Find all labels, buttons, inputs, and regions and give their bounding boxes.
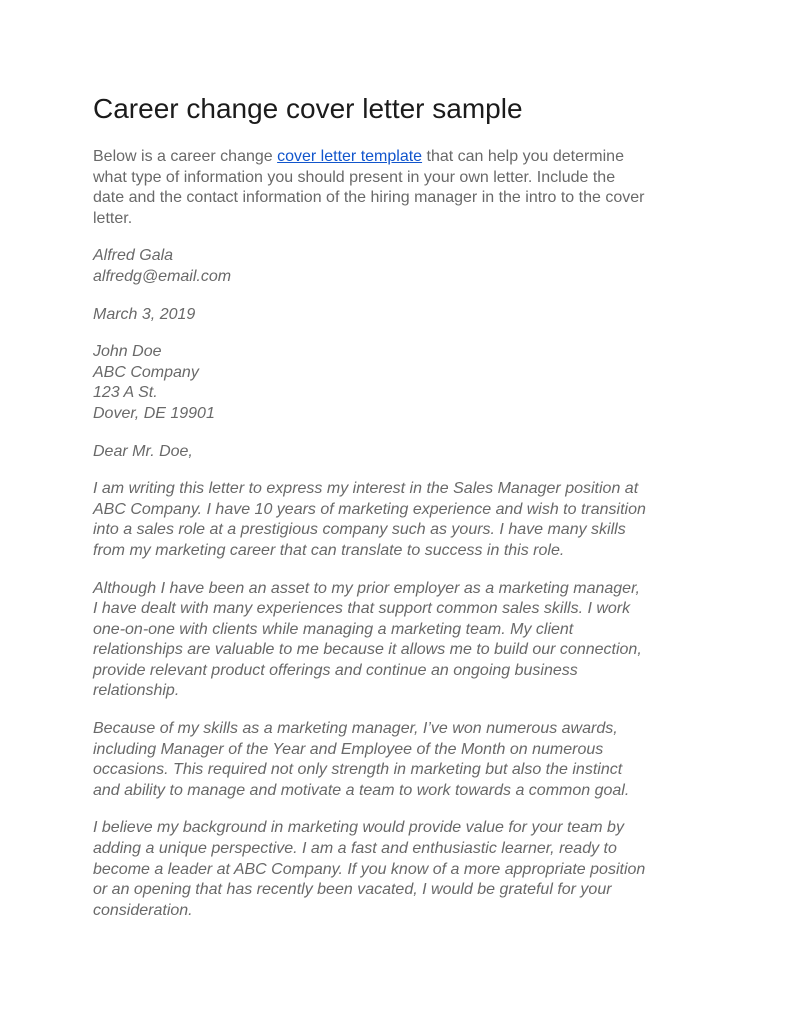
intro-text-after-link: that can help you determine	[422, 148, 624, 165]
paragraph-line: relationship.	[93, 682, 180, 700]
recipient-company: ABC Company	[93, 363, 199, 381]
paragraph-line: Because of my skills as a marketing manager, I’ve won numerous awards,	[93, 720, 618, 738]
recipient-block	[93, 342, 700, 424]
paragraph-line: from my marketing career that can translate to success in this role.	[93, 541, 565, 559]
paragraph-line: adding a unique perspective. I am a fast and enthusiastic learner, ready to	[93, 840, 617, 858]
intro-line-3: date and the contact information of the hiring manager in the intro to the cover	[93, 189, 645, 207]
paragraph-line: I believe my background in marketing would provide value for your team by	[93, 819, 624, 837]
paragraph-line: ABC Company. I have 10 years of marketing experience and wish to transition	[93, 500, 646, 518]
intro-text-before-link: Below is a career change	[93, 148, 278, 165]
cover-letter-template-link[interactable]: cover letter template	[277, 148, 423, 165]
body-paragraph-3	[93, 719, 700, 801]
paragraph-line: provide relevant product offerings and continue an ongoing business	[93, 661, 578, 679]
intro-line-2: what type of information you should present in your own letter. Include the	[93, 168, 616, 186]
recipient-street: 123 A St.	[93, 384, 158, 402]
paragraph-line: and ability to manage and motivate a team to work towards a common goal.	[93, 781, 630, 799]
intro-line-4: letter.	[93, 209, 133, 227]
recipient-name: John Doe	[93, 343, 162, 361]
intro-paragraph	[93, 147, 700, 229]
paragraph-line: I am writing this letter to express my interest in the Sales Manager position at	[93, 480, 639, 498]
body-paragraph-2	[93, 579, 700, 703]
paragraph-line: including Manager of the Year and Employee of the Month on numerous	[93, 740, 604, 758]
paragraph-line: occasions. This required not only strength in marketing but also the instinct	[93, 761, 623, 779]
sender-block	[93, 246, 700, 287]
paragraph-line: into a sales role at a prestigious company such as yours. I have many skills	[93, 521, 626, 539]
body-paragraph-1	[93, 479, 700, 561]
paragraph-line: I have dealt with many experiences that support common sales skills. I work	[93, 600, 631, 618]
body-paragraph-4	[93, 818, 700, 921]
paragraph-line: or an opening that has recently been vacated, I would be grateful for your	[93, 881, 612, 899]
intro-line-1	[93, 147, 700, 168]
recipient-city-state-zip: Dover, DE 19901	[93, 404, 215, 422]
date-block	[93, 305, 700, 326]
letter-date: March 3, 2019	[93, 305, 196, 323]
paragraph-line: Although I have been an asset to my prior employer as a marketing manager,	[93, 579, 640, 597]
page-title: Career change cover letter sample	[93, 93, 523, 124]
sender-name: Alfred Gala	[93, 247, 174, 265]
sender-email: alfredg@email.com	[93, 267, 232, 285]
paragraph-line: one-on-one with clients while managing a marketing team. My client	[93, 620, 574, 638]
salutation: Dear Mr. Doe,	[93, 442, 193, 460]
salutation-block	[93, 442, 700, 463]
paragraph-line: become a leader at ABC Company. If you know of a more appropriate position	[93, 860, 646, 878]
paragraph-line: consideration.	[93, 901, 193, 919]
paragraph-line: relationships are valuable to me because it allows me to build our connection,	[93, 641, 642, 659]
